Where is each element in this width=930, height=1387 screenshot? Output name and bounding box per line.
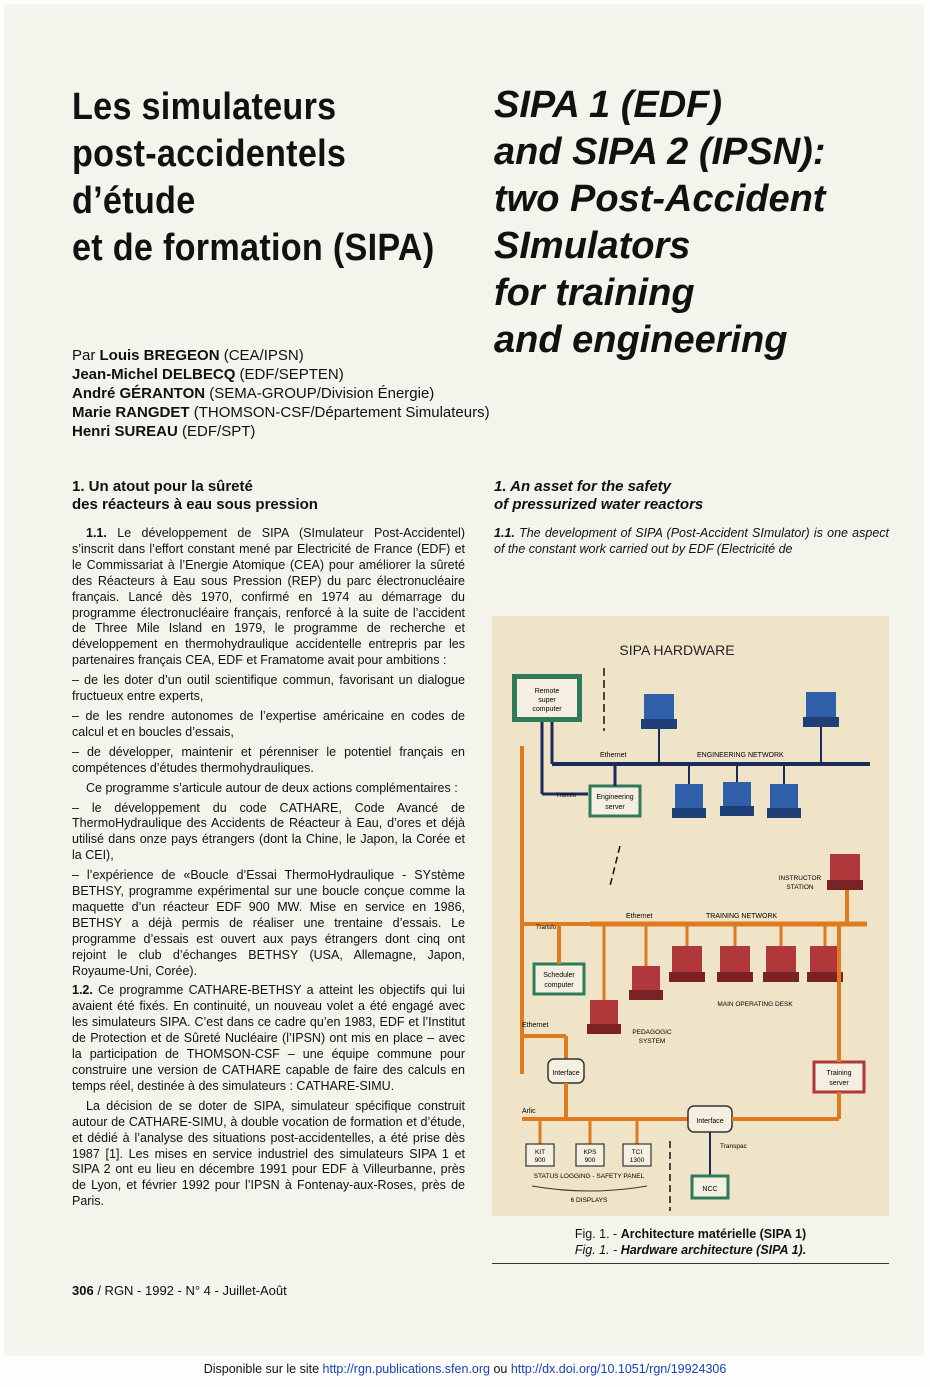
remote-label: computer bbox=[532, 706, 562, 713]
workstation-icon bbox=[672, 764, 706, 818]
ethernet-label: Ethernet bbox=[626, 913, 653, 920]
title-french bbox=[72, 84, 441, 272]
operator-console-icon bbox=[763, 924, 799, 982]
paragraph-text: Le développement de SIPA (SImulateur Post-Accidentel) s’inscrit dans l’effort constant mené par Electricité de France (EDF) et le Commissariat à l’Energie Atomique (CEA) pour améliorer la sûreté des Réacteurs à Eau sous Pression (REP) du parc électronucléaire français. Lancé dès 1970, confirmé en 1974 au démarrage du programme électronucléaire français, renforcé à la suite de l’accident de Three Mile Island en 1979, le programme de recherche et développement en thermohydraulique accidentelle entrepris par les partenaires français CEA, EDF et Framatome avait pour ambitions : bbox=[72, 526, 465, 668]
kps-label: 900 bbox=[584, 1157, 596, 1164]
status-label: STATUS LOGGING - SAFETY PANEL bbox=[533, 1173, 645, 1180]
paragraph-number: 1.2. bbox=[72, 983, 93, 998]
paragraph: Ce programme s’articule autour de deux actions complémentaires : bbox=[86, 780, 458, 795]
pedagogic-system-icon bbox=[587, 924, 621, 1034]
hardware-architecture-figure bbox=[492, 616, 889, 1216]
remote-label: super bbox=[538, 697, 556, 704]
title-en-line: two Post-Accident bbox=[494, 178, 826, 220]
section-heading-line: 1. Un atout pour la sûreté bbox=[72, 478, 253, 495]
engineering-server-label: server bbox=[605, 804, 625, 811]
scheduler-label: computer bbox=[544, 982, 574, 989]
author-prefix: Par bbox=[72, 347, 96, 364]
body-column-english bbox=[494, 526, 889, 558]
pedagogic-label: PEDAGOGIC bbox=[632, 1029, 672, 1036]
scheduler-box bbox=[534, 964, 584, 994]
paragraph bbox=[72, 983, 465, 1094]
displays-brace bbox=[532, 1186, 647, 1191]
page-number: 306 bbox=[72, 1283, 94, 1298]
bullet: – de les doter d’un outil scientifique commun, favorisant un dialogue fructueux entre experts, bbox=[72, 673, 465, 704]
pedagogic-label: SYSTEM bbox=[638, 1038, 666, 1045]
section-heading-line: des réacteurs à eau sous pression bbox=[72, 496, 318, 513]
ethernet-label: Ethernet bbox=[522, 1022, 549, 1029]
caption-en bbox=[492, 1242, 889, 1258]
tci-label: 1300 bbox=[629, 1157, 645, 1164]
transfo-label: Transfo bbox=[556, 793, 577, 799]
paragraph: La décision de se doter de SIPA, simulateur spécifique construit autour de CATHARE-SIMU, à double vocation de formation et d’étude, et dédié à l’analyse des situations post-accidentelles, a été prise dès 1987 [1]. Les mises en service industriel des simulateurs SIPA 1 et SIPA 2 ont eu lieu en décembre 1991 pour EDF à Villeurbanne, près de Lyon, et février 1992 pour l’IPSN à Fontenay-aux-Roses, près de Paris. bbox=[72, 1098, 465, 1209]
bullet: – le développement du code CATHARE, Code Avancé de ThermoHydraulique des Accidents de Réacteur à Eau, d’ores et déjà utilisé dans onze pays étrangers (dont la Chine, le Japon, la Corée et la CEI), bbox=[72, 800, 465, 863]
author-name: André GÉRANTON bbox=[72, 385, 206, 402]
ncc-label: NCC bbox=[702, 1186, 718, 1193]
training-server-label: server bbox=[829, 1080, 849, 1087]
kps-label: KPS bbox=[583, 1149, 597, 1156]
figure-title: SIPA HARDWARE bbox=[619, 642, 735, 658]
availability-prefix: Disponible sur le site bbox=[203, 1362, 320, 1376]
training-server-box bbox=[814, 1062, 864, 1092]
author-org: (EDF/SPT) bbox=[182, 423, 256, 440]
caption-text: Hardware architecture (SIPA 1). bbox=[620, 1243, 807, 1257]
title-en-line: and SIPA 2 (IPSN): bbox=[494, 131, 826, 173]
author-line bbox=[72, 403, 490, 422]
instructor-label: STATION bbox=[786, 884, 814, 891]
section-heading-en bbox=[494, 478, 703, 514]
page-footer bbox=[72, 1283, 287, 1298]
interface-label: Interface bbox=[552, 1070, 580, 1077]
availability-notice bbox=[0, 1362, 930, 1376]
title-en-line: for training bbox=[494, 272, 695, 314]
bullet: – l’expérience de «Boucle d’Essai ThermoHydraulique - SYstème BETHSY, programme expérimental sur une boucle conçue comme la maquette d’un réacteur EDF 900 MW. Mise en service en 1986, BETHSY a déjà permis de réaliser une trentaine d’essais. Le programme d’essais est ouvert aux pays étrangers dont cinq ont rejoint le club d’échanges BETHSY (USA, Allemagne, Japon, Royaume-Uni, Corée). bbox=[72, 868, 465, 978]
author-line bbox=[72, 384, 490, 403]
ethernet-label: Ethernet bbox=[600, 752, 627, 759]
author-name: Henri SUREAU bbox=[72, 423, 178, 440]
transfo-label: Transfo bbox=[536, 925, 557, 931]
engineering-server-box bbox=[590, 786, 640, 816]
availability-mid: ou bbox=[493, 1362, 508, 1376]
title-en-line: SImulators bbox=[494, 225, 691, 267]
author-org: (EDF/SEPTEN) bbox=[239, 366, 344, 383]
bullet: – de les rendre autonomes de l’expertise américaine en codes de calcul et en boucles d’essais, bbox=[72, 708, 465, 739]
body-column-french bbox=[72, 526, 465, 1214]
author-org: (CEA/IPSN) bbox=[223, 347, 304, 364]
author-line bbox=[72, 365, 490, 384]
kit-label: KIT bbox=[534, 1149, 546, 1156]
section-heading-fr bbox=[72, 478, 318, 514]
author-org: (SEMA-GROUP/Division Énergie) bbox=[209, 385, 435, 402]
boundary-dash bbox=[610, 846, 620, 886]
paragraph-number: 1.1. bbox=[86, 526, 107, 540]
paragraph-number: 1.1. bbox=[494, 526, 515, 540]
rgn-link[interactable]: http://rgn.publications.sfen.org bbox=[322, 1362, 490, 1376]
author-name: Louis BREGEON bbox=[99, 347, 220, 364]
engineering-server-label: Engineering bbox=[596, 794, 634, 801]
interface-label: Interface bbox=[696, 1118, 724, 1125]
author-name: Marie RANGDET bbox=[72, 404, 190, 421]
caption-text: Architecture matérielle (SIPA 1) bbox=[620, 1227, 807, 1241]
paragraph-text: The development of SIPA (Post-Accident SImulator) is one aspect of the constant work carried out by EDF (Electricité de bbox=[494, 526, 890, 556]
title-en-line: and engineering bbox=[494, 319, 788, 361]
caption-fr bbox=[492, 1226, 889, 1242]
displays-label: 6 DISPLAYS bbox=[570, 1197, 608, 1204]
tci-label: TCI bbox=[631, 1149, 643, 1156]
author-line bbox=[72, 422, 490, 441]
engineering-network-label: ENGINEERING NETWORK bbox=[697, 752, 784, 759]
title-fr-line: et de formation (SIPA) bbox=[72, 227, 435, 269]
author-org: (THOMSON-CSF/Département Simulateurs) bbox=[193, 404, 490, 421]
kit-label: 900 bbox=[534, 1157, 546, 1164]
operator-console-icon bbox=[717, 924, 753, 982]
section-heading-line: of pressurized water reactors bbox=[494, 496, 704, 513]
instructor-label: INSTRUCTOR bbox=[778, 875, 822, 882]
operator-console-icon bbox=[629, 924, 663, 1000]
hardware-diagram bbox=[492, 616, 889, 1216]
title-fr-line: post-accidentels bbox=[72, 133, 347, 175]
section-heading-line: 1. An asset for the safety bbox=[494, 478, 672, 495]
paragraph bbox=[494, 526, 889, 558]
workstation-icon bbox=[767, 764, 801, 818]
main-desk-label: MAIN OPERATING DESK bbox=[717, 1001, 793, 1008]
caption-prefix: Fig. 1. - bbox=[574, 1227, 618, 1241]
author-name: Jean-Michel DELBECQ bbox=[72, 366, 236, 383]
caption-rule bbox=[492, 1263, 889, 1264]
paragraph-text: Ce programme CATHARE-BETHSY a atteint les objectifs qui lui avaient été fixés. En continuité, un nouveau volet a été engagé avec les simulateurs SIPA. C’est dans ce cadre qu’en 1983, EDF et l’Institut de Protection et de Sûreté Nucléaire (l’IPSN) ont mis en place – avec la participation de THOMSON-CSF – une équipe commune pour construire une version de CATHARE capable de faire des calculs en temps réel, destinée à des simulateurs : CATHARE-SIMU. bbox=[72, 983, 465, 1093]
paragraph bbox=[72, 526, 465, 669]
title-en-line: SIPA 1 (EDF) bbox=[494, 84, 723, 126]
caption-prefix: Fig. 1. - bbox=[574, 1243, 618, 1257]
instructor-station-icon bbox=[827, 854, 863, 890]
doi-link[interactable]: http://dx.doi.org/10.1051/rgn/19924306 bbox=[510, 1362, 727, 1376]
author-line bbox=[72, 346, 490, 365]
author-list bbox=[72, 346, 490, 441]
arlic-label: Arlic bbox=[522, 1108, 536, 1115]
operator-console-icon bbox=[669, 924, 705, 982]
journal-info: / RGN - 1992 - N° 4 - Juillet-Août bbox=[97, 1283, 287, 1298]
scheduler-label: Scheduler bbox=[543, 972, 575, 979]
title-fr-line: Les simulateurs bbox=[72, 86, 337, 128]
transpac-label: Transpac bbox=[720, 1143, 747, 1150]
remote-label: Remote bbox=[534, 688, 560, 695]
figure-caption bbox=[492, 1226, 889, 1258]
bullet: – de développer, maintenir et pérenniser le potentiel français en compétences d’études thermohydrauliques. bbox=[72, 744, 465, 775]
workstation-icon bbox=[803, 692, 839, 764]
title-fr-line: d’étude bbox=[72, 180, 196, 222]
workstation-icon bbox=[641, 694, 677, 764]
title-english bbox=[494, 82, 914, 364]
training-server-label: Training bbox=[826, 1070, 852, 1077]
workstation-icon bbox=[720, 764, 754, 816]
training-network-label: TRAINING NETWORK bbox=[706, 913, 778, 920]
